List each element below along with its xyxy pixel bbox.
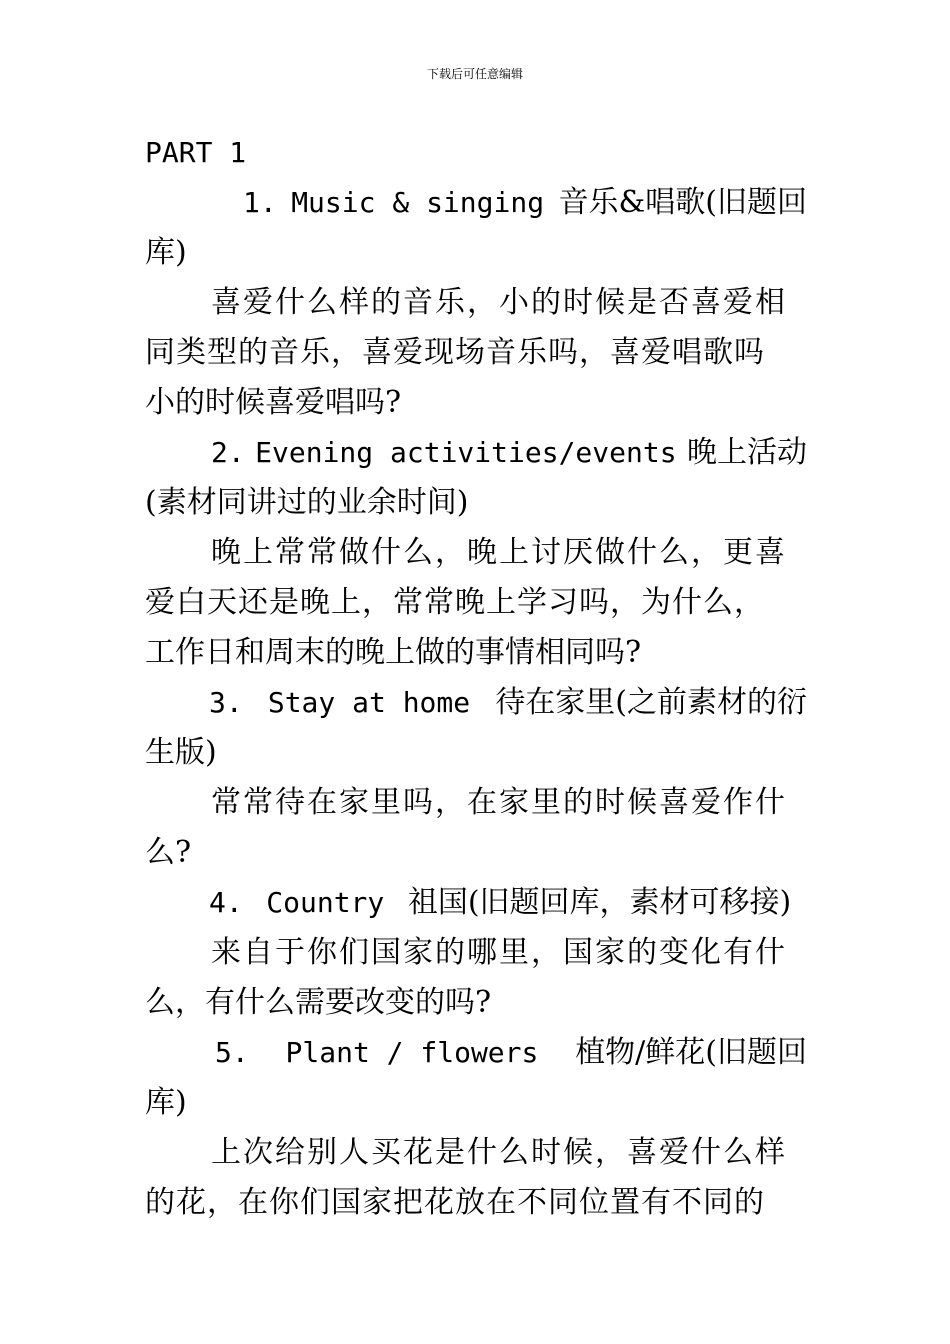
topic-1-title-cn: 音乐&唱歌(旧题回 (558, 185, 807, 220)
topic-1-title-cn-cont: 库) (145, 235, 187, 270)
topic-3-number: 3. (209, 686, 243, 719)
topic-3-title-cn-cont: 生版) (145, 735, 217, 770)
topic-5-question-line-1: 上次给别人买花是什么时候，喜爱什么样 (211, 1135, 787, 1170)
topic-5-number: 5. (215, 1036, 249, 1069)
topic-2-number: 2. (211, 436, 245, 469)
topic-1-number: 1. (243, 186, 277, 219)
topic-1-heading (145, 178, 807, 228)
topic-2-title-en: Evening activities/events (255, 436, 677, 469)
topic-5-question-line-2: 的花，在你们国家把花放在不同位置有不同的 (145, 1185, 765, 1220)
topic-4-question-line-2: 么，有什么需要改变的吗? (145, 985, 492, 1020)
topic-3-heading (145, 678, 807, 728)
topic-3-question-line-1: 常常待在家里吗，在家里的时候喜爱作什 (211, 785, 787, 820)
topic-2-heading-cont (145, 478, 807, 528)
topic-2-heading (145, 428, 807, 478)
topic-3-question-line-2: 么? (145, 835, 192, 870)
topic-4-question-line-1: 来自于你们国家的哪里，国家的变化有什 (211, 935, 787, 970)
topic-5-title-cn-cont: 库) (145, 1085, 187, 1120)
topic-5-heading-cont (145, 1078, 807, 1128)
topic-1-question-line-1: 喜爱什么样的音乐，小的时候是否喜爱相 (211, 285, 787, 320)
part-title: PART 1 (145, 136, 247, 169)
document-body (145, 128, 807, 1228)
topic-4-heading (145, 878, 807, 928)
topic-4-title-en: Country (266, 886, 385, 919)
topic-1-question-line-3: 小的时候喜爱唱吗? (145, 385, 402, 420)
topic-2-title-cn-cont: (素材同讲过的业余时间) (145, 485, 469, 520)
topic-2-title-cn: 晚上活动 (687, 435, 807, 470)
topic-2-question-line-2: 爱白天还是晚上，常常晚上学习吗，为什么， (145, 585, 765, 620)
topic-1-title-en: Music & singing (291, 186, 545, 219)
part-title-line (145, 128, 807, 178)
topic-3-title-cn: 待在家里(之前素材的衍 (495, 685, 807, 720)
topic-2-question-line-1: 晚上常常做什么，晚上讨厌做什么，更喜 (211, 535, 787, 570)
topic-1-heading-cont (145, 228, 807, 278)
topic-5-heading (145, 1028, 807, 1078)
topic-4-number: 4. (209, 886, 243, 919)
topic-5-title-cn: 植物/鲜花(旧题回 (575, 1035, 807, 1070)
topic-2-question-line-3: 工作日和周末的晚上做的事情相同吗? (145, 635, 642, 670)
topic-4-title-cn: 祖国(旧题回库，素材可移接) (407, 885, 792, 920)
topic-5-title-en: Plant / flowers (285, 1036, 539, 1069)
topic-3-heading-cont (145, 728, 807, 778)
topic-3-title-en: Stay at home (267, 686, 471, 719)
page-header-note: 下载后可任意编辑 (426, 67, 523, 81)
topic-1-question-line-2: 同类型的音乐，喜爱现场音乐吗，喜爱唱歌吗 (145, 335, 765, 370)
